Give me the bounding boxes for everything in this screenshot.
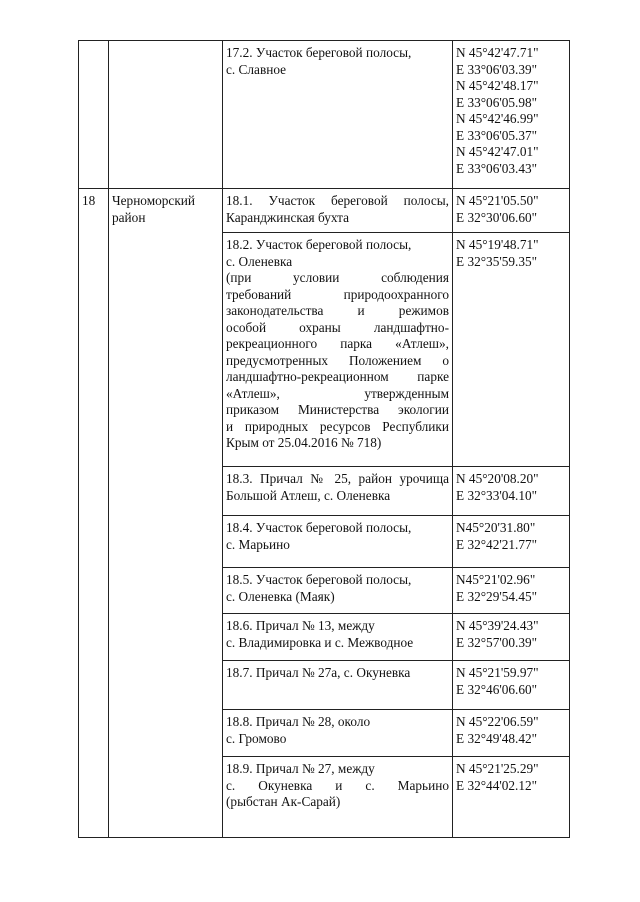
district-cell [109,41,223,189]
location-line: и природных ресурсов Республики [226,418,449,434]
location-line: предусмотренных Положением о [226,352,449,368]
coordinates-cell [453,516,570,568]
table-row [79,41,570,189]
coordinate-line: E 33°06'03.43" [456,160,538,176]
coordinate-line: E 32°49'48.42" [456,730,538,746]
coordinates-cell [453,189,570,233]
coordinates-cell [453,233,570,467]
coordinates-cell [453,661,570,710]
coordinates-cell [453,614,570,661]
location-cell [223,41,453,189]
coordinates-cell [453,41,570,189]
location-line: с. Оленевка (Маяк) [226,588,335,604]
coordinate-line: E 32°33'04.10" [456,487,538,503]
location-line: 18.5. Участок береговой полосы, [226,572,412,587]
table-row [79,189,570,233]
location-line: с. Оленевка [226,253,293,269]
location-line: 18.7. Причал № 27а, с. Окуневка [226,665,411,680]
location-cell [223,661,453,710]
location-cell [223,568,453,614]
location-line: требований природоохранного [226,286,449,302]
location-line: (рыбстан Ак-Сарай) [226,794,341,809]
coordinate-line: N 45°21'25.29" [456,761,539,776]
coordinate-line: E 33°06'05.98" [456,94,538,110]
coordinate-line: N 45°21'05.50" [456,193,539,208]
location-line: Карaнджинская бухта [226,209,350,225]
location-line: 18.9. Причал № 27, между [226,761,375,776]
coordinate-line: N 45°20'08.20" [456,471,539,486]
coordinate-line: E 33°06'05.37" [456,127,538,143]
coordinate-line: N 45°19'48.71" [456,237,539,252]
coordinate-line: N45°20'31.80" [456,520,536,535]
location-cell [223,710,453,757]
coordinates-cell [453,467,570,516]
coordinate-line: E 32°42'21.77" [456,536,538,552]
location-line: 18.3. Причал № 25, район урочища [226,471,449,486]
coordinates-cell [453,568,570,614]
location-line: Большой Атлеш, с. Оленевка [226,487,391,503]
coordinate-line: N 45°42'48.17" [456,78,539,93]
coordinate-line: N 45°42'47.01" [456,144,539,159]
coordinate-line: N45°21'02.96" [456,572,536,587]
row-number-cell: 18 [79,189,109,838]
location-line: с. Марьино [226,536,290,552]
sites-table [78,40,570,838]
location-line: 17.2. Участок береговой полосы, [226,45,412,60]
coordinate-line: N 45°42'47.71" [456,45,539,60]
row-number-cell [79,41,109,189]
district-line: Черноморский [112,193,196,208]
location-line: 18.6. Причал № 13, между [226,618,375,633]
coordinate-line: N 45°22'06.59" [456,714,539,729]
location-line: приказом Министерства экологии [226,402,449,417]
coordinates-cell [453,710,570,757]
location-cell [223,614,453,661]
coordinate-line: E 32°46'06.60" [456,681,538,697]
location-line: с. Громово [226,730,287,746]
location-line: рекреационного парка «Атлеш», [226,336,449,351]
coordinate-line: N 45°39'24.43" [456,618,539,633]
location-cell [223,516,453,568]
sites-table-body [79,41,570,838]
location-cell [223,757,453,838]
coordinate-line: E 33°06'03.39" [456,61,538,77]
location-line: (при условии соблюдения [226,270,449,285]
coordinate-line: E 32°35'59.35" [456,253,538,269]
location-line: особой охраны ландшафтно- [226,319,449,335]
coordinate-line: E 32°30'06.60" [456,209,538,225]
location-line: 18.2. Участок береговой полосы, [226,237,412,252]
location-line: Крым от 25.04.2016 № 718) [226,435,382,450]
coordinate-line: E 32°29'54.45" [456,588,538,604]
location-line: с. Славное [226,61,287,77]
coordinate-line: N 45°42'46.99" [456,111,539,126]
location-line: «Атлеш», утвержденным [226,385,449,401]
coordinate-line: E 32°44'02.12" [456,777,538,793]
location-line: 18.1. Участок береговой полосы, [226,193,449,208]
location-line: 18.8. Причал № 28, около [226,714,371,729]
location-line: с. Окуневка и с. Марьино [226,777,449,793]
location-cell [223,189,453,233]
coordinates-cell [453,757,570,838]
location-line: ландшафтно-рекреационном парке [226,369,449,384]
coordinate-line: E 32°57'00.39" [456,634,538,650]
location-line: 18.4. Участок береговой полосы, [226,520,412,535]
coordinate-line: N 45°21'59.97" [456,665,539,680]
district-line: район [112,209,146,225]
district-cell [109,189,223,838]
location-cell [223,467,453,516]
location-cell [223,233,453,467]
location-line: законодательства и режимов [226,303,449,318]
location-line: с. Владимировка и с. Межводное [226,634,414,650]
